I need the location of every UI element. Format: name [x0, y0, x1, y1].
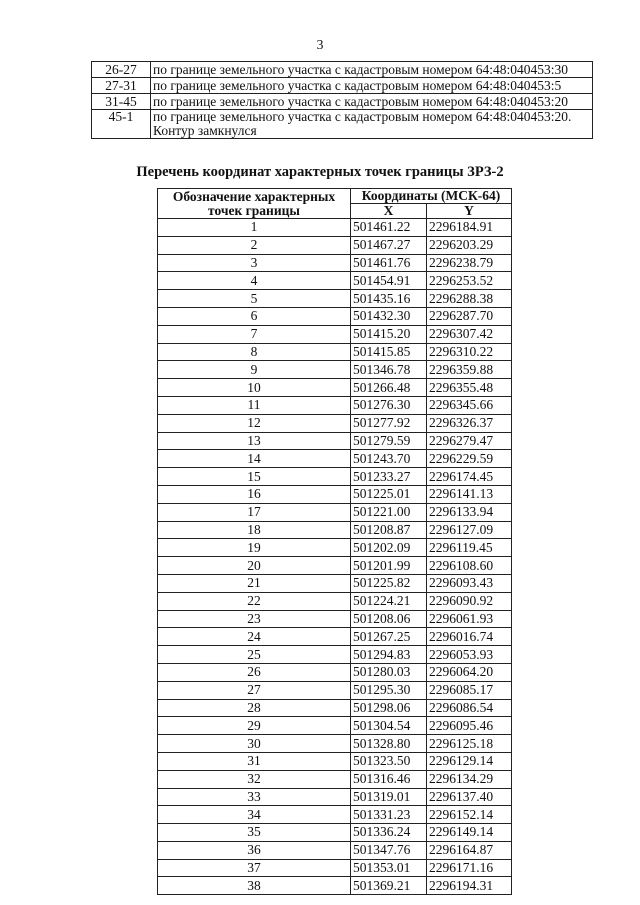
x-coordinate-cell: 501328.80: [351, 735, 427, 753]
point-id-cell: 21: [158, 574, 351, 592]
y-coordinate-cell: 2296345.66: [427, 396, 512, 414]
y-coordinate-cell: 2296174.45: [427, 468, 512, 486]
y-coordinate-cell: 2296141.13: [427, 485, 512, 503]
table-row: [158, 432, 512, 450]
table-row: [158, 877, 512, 895]
coordinates-table: [157, 188, 512, 895]
table-row: [158, 859, 512, 877]
segment-description: по границе земельного участка с кадастровым номером 64:48:040453:30: [151, 62, 593, 78]
segment-description-line1: по границе земельного участка с кадастровым номером 64:48:040453:20.: [153, 109, 572, 124]
table-row: [158, 272, 512, 290]
y-coordinate-cell: 2296194.31: [427, 877, 512, 895]
point-id-cell: 4: [158, 272, 351, 290]
point-id-cell: 23: [158, 610, 351, 628]
point-id-cell: 1: [158, 219, 351, 237]
table-row: [158, 450, 512, 468]
x-coordinate-cell: 501201.99: [351, 557, 427, 575]
y-coordinate-cell: 2296164.87: [427, 841, 512, 859]
x-coordinate-cell: 501243.70: [351, 450, 427, 468]
x-coordinate-cell: 501369.21: [351, 877, 427, 895]
table-row: [158, 681, 512, 699]
table-row: [158, 307, 512, 325]
x-coordinate-cell: 501432.30: [351, 307, 427, 325]
y-coordinate-cell: 2296125.18: [427, 735, 512, 753]
point-id-cell: 6: [158, 307, 351, 325]
segment-points: 26-27: [92, 62, 151, 78]
x-coordinate-cell: 501280.03: [351, 663, 427, 681]
x-coordinate-cell: 501319.01: [351, 788, 427, 806]
x-coordinate-cell: 501225.01: [351, 485, 427, 503]
point-id-cell: 13: [158, 432, 351, 450]
table-row: [158, 503, 512, 521]
segment-description: по границе земельного участка с кадастровым номером 64:48:040453:20: [151, 94, 593, 110]
table-row: [158, 735, 512, 753]
y-coordinate-cell: 2296085.17: [427, 681, 512, 699]
table-row: [158, 574, 512, 592]
point-id-cell: 15: [158, 468, 351, 486]
table-row: [158, 219, 512, 237]
table-row: [158, 788, 512, 806]
y-coordinate-cell: 2296127.09: [427, 521, 512, 539]
y-coordinate-cell: 2296203.29: [427, 236, 512, 254]
table-row: [158, 396, 512, 414]
table-row: [158, 361, 512, 379]
x-coordinate-cell: 501267.25: [351, 628, 427, 646]
x-coordinate-cell: 501415.85: [351, 343, 427, 361]
y-coordinate-cell: 2296287.70: [427, 307, 512, 325]
table-row: [158, 752, 512, 770]
point-id-cell: 18: [158, 521, 351, 539]
x-coordinate-cell: 501202.09: [351, 539, 427, 557]
x-coordinate-cell: 501435.16: [351, 290, 427, 308]
y-coordinate-cell: 2296093.43: [427, 574, 512, 592]
y-coordinate-cell: 2296053.93: [427, 646, 512, 664]
x-coordinate-cell: 501277.92: [351, 414, 427, 432]
point-id-cell: 32: [158, 770, 351, 788]
point-id-cell: 31: [158, 752, 351, 770]
table-header-row: [158, 189, 512, 204]
point-id-cell: 12: [158, 414, 351, 432]
table-row: [158, 663, 512, 681]
y-coordinate-cell: 2296108.60: [427, 557, 512, 575]
y-coordinate-cell: 2296184.91: [427, 219, 512, 237]
x-coordinate-cell: 501316.46: [351, 770, 427, 788]
point-id-cell: 29: [158, 717, 351, 735]
section-heading: Перечень координат характерных точек границы ЗРЗ-2: [136, 164, 504, 180]
x-coordinate-cell: 501266.48: [351, 379, 427, 397]
y-coordinate-cell: 2296238.79: [427, 254, 512, 272]
x-coordinate-cell: 501454.91: [351, 272, 427, 290]
point-id-cell: 5: [158, 290, 351, 308]
y-coordinate-cell: 2296129.14: [427, 752, 512, 770]
y-coordinate-cell: 2296095.46: [427, 717, 512, 735]
y-coordinate-cell: 2296288.38: [427, 290, 512, 308]
y-coordinate-cell: 2296086.54: [427, 699, 512, 717]
table-row: [158, 610, 512, 628]
segment-description: по границе земельного участка с кадастровым номером 64:48:040453:5: [151, 78, 593, 94]
boundary-segments-table: [91, 61, 593, 139]
point-id-cell: 26: [158, 663, 351, 681]
point-id-cell: 28: [158, 699, 351, 717]
y-coordinate-cell: 2296119.45: [427, 539, 512, 557]
x-coordinate-cell: 501208.06: [351, 610, 427, 628]
x-coordinate-cell: 501298.06: [351, 699, 427, 717]
point-id-cell: 10: [158, 379, 351, 397]
y-coordinate-cell: 2296229.59: [427, 450, 512, 468]
table-row: [158, 485, 512, 503]
table-row: [158, 325, 512, 343]
column-header-x: X: [351, 204, 427, 219]
x-coordinate-cell: 501461.76: [351, 254, 427, 272]
x-coordinate-cell: 501323.50: [351, 752, 427, 770]
column-header-point-id: Обозначение характерных точек границы: [158, 189, 351, 219]
x-coordinate-cell: 501276.30: [351, 396, 427, 414]
y-coordinate-cell: 2296061.93: [427, 610, 512, 628]
x-coordinate-cell: 501225.82: [351, 574, 427, 592]
table-row: [158, 717, 512, 735]
y-coordinate-cell: 2296152.14: [427, 806, 512, 824]
x-coordinate-cell: 501353.01: [351, 859, 427, 877]
table-row: [158, 379, 512, 397]
y-coordinate-cell: 2296326.37: [427, 414, 512, 432]
point-id-cell: 3: [158, 254, 351, 272]
y-coordinate-cell: 2296307.42: [427, 325, 512, 343]
x-coordinate-cell: 501233.27: [351, 468, 427, 486]
point-id-cell: 9: [158, 361, 351, 379]
table-row: [158, 646, 512, 664]
point-id-cell: 2: [158, 236, 351, 254]
y-coordinate-cell: 2296359.88: [427, 361, 512, 379]
table-row: [158, 539, 512, 557]
y-coordinate-cell: 2296064.20: [427, 663, 512, 681]
table-row: [158, 254, 512, 272]
table-row: [92, 78, 593, 94]
x-coordinate-cell: 501304.54: [351, 717, 427, 735]
x-coordinate-cell: 501224.21: [351, 592, 427, 610]
y-coordinate-cell: 2296310.22: [427, 343, 512, 361]
point-id-cell: 33: [158, 788, 351, 806]
segment-points: 27-31: [92, 78, 151, 94]
x-coordinate-cell: 501415.20: [351, 325, 427, 343]
x-coordinate-cell: 501331.23: [351, 806, 427, 824]
column-header-coordinates: Координаты (МСК-64): [351, 189, 512, 204]
y-coordinate-cell: 2296171.16: [427, 859, 512, 877]
point-id-cell: 27: [158, 681, 351, 699]
x-coordinate-cell: 501295.30: [351, 681, 427, 699]
table-row: [92, 94, 593, 110]
point-id-cell: 22: [158, 592, 351, 610]
table-row: [158, 824, 512, 842]
table-row: [158, 628, 512, 646]
segment-points: 45-1: [92, 110, 151, 139]
x-coordinate-cell: 501294.83: [351, 646, 427, 664]
point-id-cell: 20: [158, 557, 351, 575]
table-row: [158, 557, 512, 575]
x-coordinate-cell: 501467.27: [351, 236, 427, 254]
point-id-cell: 35: [158, 824, 351, 842]
point-id-cell: 37: [158, 859, 351, 877]
table-row: [158, 236, 512, 254]
table-row: [158, 699, 512, 717]
y-coordinate-cell: 2296355.48: [427, 379, 512, 397]
point-id-cell: 36: [158, 841, 351, 859]
point-id-cell: 25: [158, 646, 351, 664]
point-id-cell: 38: [158, 877, 351, 895]
segment-description-line2: Контур замкнулся: [153, 123, 257, 138]
x-coordinate-cell: 501208.87: [351, 521, 427, 539]
x-coordinate-cell: 501347.76: [351, 841, 427, 859]
x-coordinate-cell: 501461.22: [351, 219, 427, 237]
x-coordinate-cell: 501346.78: [351, 361, 427, 379]
table-row: [92, 110, 593, 139]
table-row: [158, 290, 512, 308]
page-number: 3: [316, 38, 324, 53]
y-coordinate-cell: 2296134.29: [427, 770, 512, 788]
table-row: [158, 841, 512, 859]
x-coordinate-cell: 501279.59: [351, 432, 427, 450]
point-id-cell: 24: [158, 628, 351, 646]
y-coordinate-cell: 2296133.94: [427, 503, 512, 521]
point-id-cell: 19: [158, 539, 351, 557]
segment-points: 31-45: [92, 94, 151, 110]
table-row: [158, 343, 512, 361]
point-id-cell: 14: [158, 450, 351, 468]
point-id-cell: 7: [158, 325, 351, 343]
table-row: [158, 414, 512, 432]
table-row: [158, 468, 512, 486]
x-coordinate-cell: 501336.24: [351, 824, 427, 842]
table-row: [92, 62, 593, 78]
point-id-cell: 8: [158, 343, 351, 361]
point-id-cell: 17: [158, 503, 351, 521]
y-coordinate-cell: 2296149.14: [427, 824, 512, 842]
table-row: [158, 770, 512, 788]
x-coordinate-cell: 501221.00: [351, 503, 427, 521]
point-id-cell: 11: [158, 396, 351, 414]
point-id-cell: 30: [158, 735, 351, 753]
y-coordinate-cell: 2296253.52: [427, 272, 512, 290]
column-header-y: Y: [427, 204, 512, 219]
y-coordinate-cell: 2296137.40: [427, 788, 512, 806]
table-row: [158, 521, 512, 539]
y-coordinate-cell: 2296279.47: [427, 432, 512, 450]
point-id-cell: 16: [158, 485, 351, 503]
table-row: [158, 592, 512, 610]
point-id-cell: 34: [158, 806, 351, 824]
segment-description: [151, 110, 593, 139]
coordinates-table-body: [158, 219, 512, 895]
y-coordinate-cell: 2296016.74: [427, 628, 512, 646]
table-row: [158, 806, 512, 824]
y-coordinate-cell: 2296090.92: [427, 592, 512, 610]
